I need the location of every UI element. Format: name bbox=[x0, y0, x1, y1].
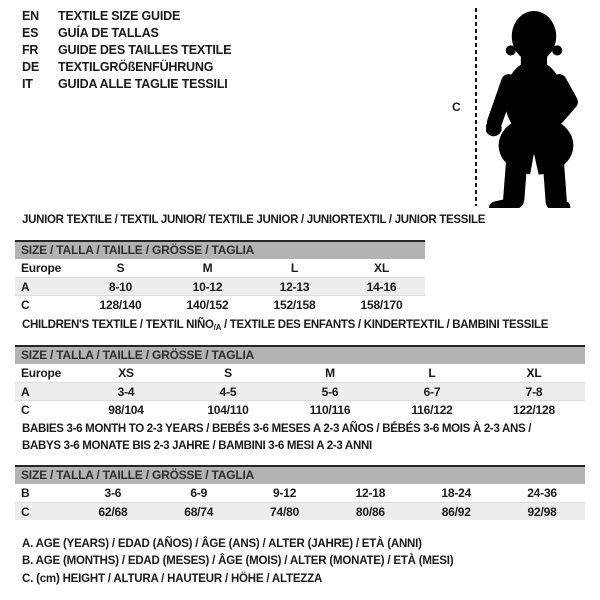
cell-value: S bbox=[224, 366, 232, 380]
cell-value: 10-12 bbox=[192, 280, 223, 294]
cell-value: 158/170 bbox=[360, 298, 403, 312]
cell-value: 5-6 bbox=[321, 385, 339, 399]
table-row bbox=[15, 295, 425, 313]
cell-value: 3-6 bbox=[104, 486, 122, 500]
cell-value: XL bbox=[526, 366, 542, 380]
height-measure-label: C bbox=[452, 100, 461, 114]
table-row bbox=[15, 484, 585, 502]
cell-value: M bbox=[325, 366, 335, 380]
cell-value: 8-10 bbox=[108, 280, 133, 294]
height-measure-dashed-line bbox=[475, 8, 477, 206]
row-label: C bbox=[21, 505, 30, 519]
cell-value: 12-13 bbox=[279, 280, 310, 294]
cell-value: S bbox=[116, 261, 125, 275]
cell-value: L bbox=[290, 261, 299, 275]
cell-value: 6-7 bbox=[423, 385, 441, 399]
table-row bbox=[15, 382, 585, 400]
table-title-line: BABIES 3-6 MONTH TO 2-3 YEARS / BEBÉS 3-6 MESES A 2-3 AÑOS / BÉBÉS 3-6 MOIS À 2-3 ANS / bbox=[22, 423, 532, 435]
table-rows bbox=[15, 259, 425, 313]
row-label: A bbox=[21, 385, 30, 399]
cell-value: 68/74 bbox=[184, 505, 214, 519]
size-header-bar: SIZE / TALLA / TAILLE / GRÖSSE / TAGLIA bbox=[15, 467, 585, 484]
language-row bbox=[22, 59, 231, 76]
row-label: C bbox=[21, 403, 30, 417]
cell-value: 4-5 bbox=[219, 385, 237, 399]
language-code: DE bbox=[22, 60, 39, 74]
cell-value: 62/68 bbox=[98, 505, 128, 519]
language-row bbox=[22, 25, 231, 42]
cell-value: 7-8 bbox=[525, 385, 543, 399]
language-code: EN bbox=[22, 9, 39, 23]
babies-size-table bbox=[15, 465, 585, 520]
language-code: IT bbox=[22, 77, 33, 91]
cell-value: 128/140 bbox=[99, 298, 142, 312]
cell-value: 3-4 bbox=[117, 385, 135, 399]
cell-value: 18-24 bbox=[441, 486, 472, 500]
cell-value: L bbox=[428, 366, 436, 380]
table-rows bbox=[15, 484, 585, 520]
children-size-table bbox=[15, 345, 585, 418]
row-label: Europe bbox=[21, 261, 62, 275]
cell-value: 92/98 bbox=[527, 505, 557, 519]
language-list bbox=[22, 8, 231, 93]
table-row bbox=[15, 277, 425, 295]
cell-value: 14-16 bbox=[366, 280, 397, 294]
language-row bbox=[22, 76, 231, 93]
junior-size-table bbox=[15, 240, 425, 313]
cell-value: 104/110 bbox=[207, 403, 249, 417]
language-label: GUIDA ALLE TAGLIE TESSILI bbox=[58, 77, 228, 91]
cell-value: 9-12 bbox=[272, 486, 297, 500]
table-title-line: BABYS 3-6 MONATE BIS 2-3 JAHRE / BAMBINI 3-6 MESI A 2-3 ANNI bbox=[22, 440, 372, 452]
table-title-line: CHILDREN'S TEXTILE / TEXTIL $NIÑO_{/A}$ / TEXTILE DES ENFANTS / KINDERTEXTIL / BAMBINI TESSILE bbox=[22, 319, 549, 332]
row-label: C bbox=[21, 298, 30, 312]
legend-notes bbox=[22, 536, 453, 588]
table-row bbox=[15, 364, 585, 382]
row-label: B bbox=[21, 486, 30, 500]
cell-value: 98/104 bbox=[108, 403, 144, 417]
cell-value: 80/86 bbox=[355, 505, 385, 519]
babies-table-title bbox=[22, 421, 531, 455]
language-label: TEXTILGRÖßENFÜHRUNG bbox=[58, 60, 214, 74]
cell-value: XS bbox=[118, 366, 134, 380]
legend-note: C. (cm) HEIGHT / ALTURA / HAUTEUR / HÖHE / ALTEZZA bbox=[22, 572, 323, 585]
table-row bbox=[15, 259, 425, 277]
children-table-title bbox=[22, 317, 548, 334]
size-header-bar: SIZE / TALLA / TAILLE / GRÖSSE / TAGLIA bbox=[15, 242, 425, 259]
cell-value: XL bbox=[374, 261, 389, 275]
cell-value: 110/116 bbox=[309, 403, 351, 417]
table-row bbox=[15, 502, 585, 520]
row-label: Europe bbox=[21, 366, 62, 380]
cell-value: 24-36 bbox=[527, 486, 557, 500]
cell-value: 12-18 bbox=[355, 486, 386, 500]
cell-value: 140/152 bbox=[186, 298, 229, 312]
cell-value: 122/128 bbox=[513, 403, 555, 417]
toddler-silhouette-image bbox=[486, 6, 588, 208]
legend-note: A. AGE (YEARS) / EDAD (AÑOS) / ÂGE (ANS) / ALTER (JAHRE) / ETÀ (ANNI) bbox=[22, 538, 422, 550]
cell-value: 116/122 bbox=[411, 403, 453, 417]
size-header-bar: SIZE / TALLA / TAILLE / GRÖSSE / TAGLIA bbox=[15, 347, 585, 364]
language-code: FR bbox=[22, 43, 39, 57]
language-code: ES bbox=[22, 26, 39, 40]
language-row bbox=[22, 8, 231, 25]
cell-value: 74/80 bbox=[270, 505, 300, 519]
table-row bbox=[15, 400, 585, 418]
table-title-line: JUNIOR TEXTILE / TEXTIL JUNIOR/ TEXTILE JUNIOR / JUNIORTEXTIL / JUNIOR TESSILE bbox=[22, 214, 486, 226]
language-label: TEXTILE SIZE GUIDE bbox=[58, 9, 181, 23]
language-row bbox=[22, 42, 231, 59]
cell-value: M bbox=[202, 261, 213, 275]
junior-table-title bbox=[22, 212, 485, 229]
row-label: A bbox=[21, 280, 30, 294]
cell-value: 152/158 bbox=[273, 298, 316, 312]
table-rows bbox=[15, 364, 585, 418]
legend-note: B. AGE (MONTHS) / EDAD (MESES) / ÂGE (MOIS) / ALTER (MONATE) / ETÀ (MESI) bbox=[22, 555, 454, 568]
language-label: GUIDE DES TAILLES TEXTILE bbox=[58, 43, 232, 57]
language-label: GUÍA DE TALLAS bbox=[58, 26, 159, 40]
cell-value: 6-9 bbox=[190, 486, 208, 500]
cell-value: 86/92 bbox=[441, 505, 471, 519]
